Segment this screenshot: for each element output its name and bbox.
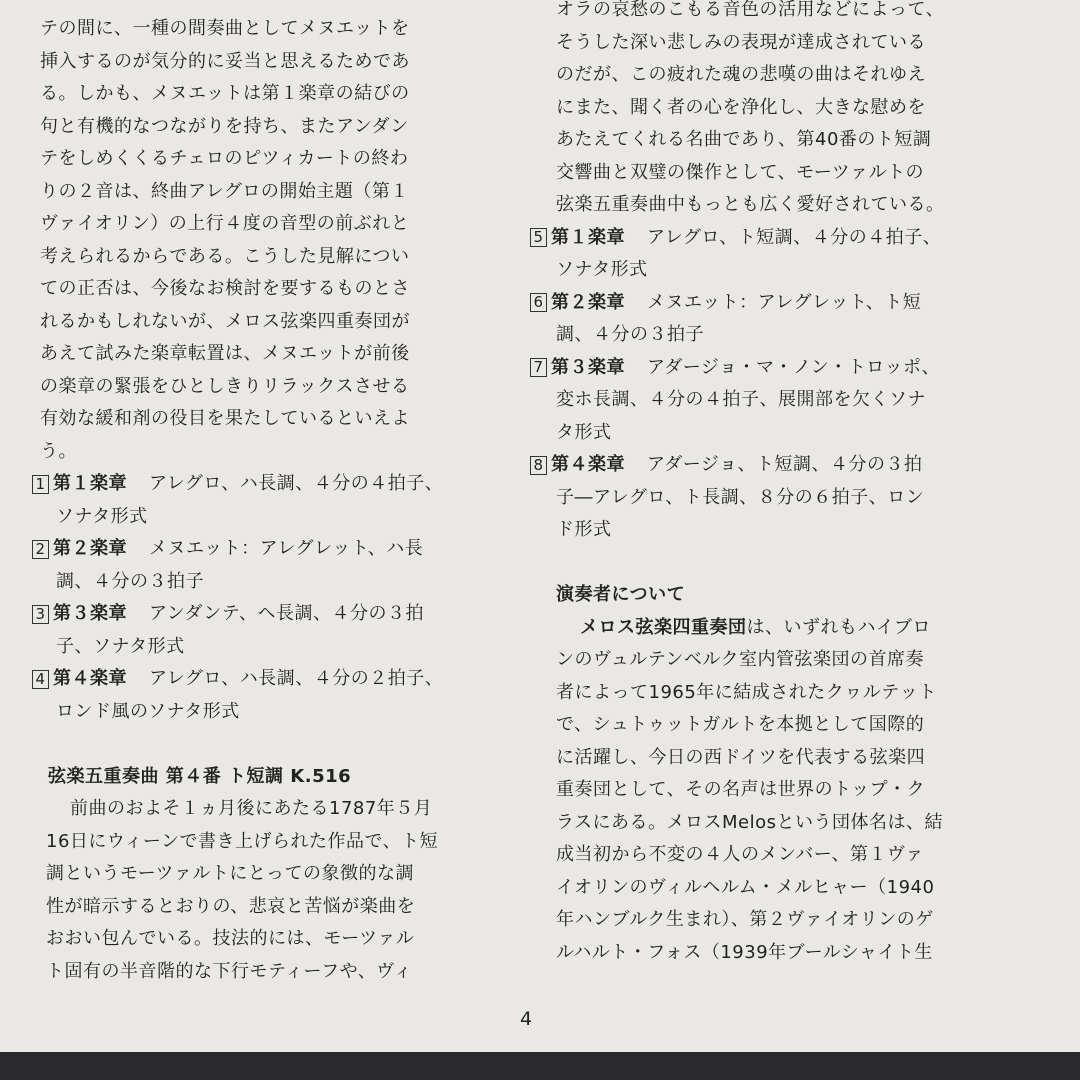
movement-label: 第４楽章 [551,454,625,475]
movement-entry [530,449,1060,482]
movement-label: 第４楽章 [53,668,127,689]
spacer [40,728,530,761]
body-line: 年ハンブルク生まれ）、第２ヴァイオリンのゲ [556,909,934,930]
body-text: は、いずれもハイブロ [746,616,931,638]
movement-continuation: 変ホ長調、４分の４拍子、展開部を欠くソナ [556,389,926,410]
body-line: ト固有の半音階的な下行モティーフや、ヴィ [46,960,413,982]
body-line: ンのヴュルテンベルク室内管弦楽団の首席奏 [556,649,925,670]
movement-continuation: 調、４分の３拍子 [556,324,704,345]
body-line: に活躍し、今日の西ドイツを代表する弦楽四 [556,746,926,768]
movement-description: アダージョ、ト短調、４分の３拍 [647,454,923,475]
movement-entry [32,663,530,696]
body-line: ての正否は、今後なお検討を要するものとさ [40,278,410,299]
body-line: オラの哀愁のこもる音色の活用などによって、 [556,0,945,20]
movement-number-box: 2 [32,540,49,559]
movement-continuation: ロンド風のソナタ形式 [56,700,240,722]
movement-label: 第２楽章 [53,538,127,559]
body-line: 考えられるからである。こうした見解につい [40,245,410,267]
body-line: 調というモーツァルトにとっての象徴的な調 [46,863,415,884]
movement-continuation: ソナタ形式 [556,259,648,280]
body-line: そうした深い悲しみの表現が達成されている [556,31,926,53]
movement-number-box: 1 [32,475,49,494]
body-line: 性が暗示するとおりの、悲哀と苦悩が楽曲を [46,895,416,917]
movement-number-box: 8 [530,456,547,475]
body-line: おおい包んでいる。技法的には、モーツァル [46,928,415,949]
body-line: の楽章の緊張をひとしきりリラックスさせる [40,375,410,397]
movement-entry [530,222,1060,255]
movement-number-box: 7 [530,358,547,377]
body-line: 挿入するのが気分的に妥当と思えるためであ [40,50,410,72]
movement-continuation: ド形式 [556,519,612,540]
section-heading: 演奏者について [556,584,686,605]
movement-label: 第１楽章 [53,473,127,494]
movement-entry [32,468,530,501]
body-line: る。しかも、メヌエットは第１楽章の結びの [40,83,410,104]
movement-number-box: 4 [32,670,49,689]
movement-continuation: 子、ソナタ形式 [56,635,185,657]
body-line: で、シュトゥットガルトを本拠として国際的 [556,714,925,735]
body-line: テをしめくくるチェロのピツィカートの終わ [40,148,409,169]
body-line [530,612,1060,645]
body-line: ルハルト・フォス（1939年ブールシャイト生 [556,941,933,963]
body-line: あたえてくれる名曲であり、第40番のト短調 [556,129,932,150]
movement-label: 第３楽章 [551,356,625,378]
body-line: 成当初から不変の４人のメンバー、第１ヴァ [556,844,924,865]
body-line: にまた、聞く者の心を浄化し、大きな慰めを [556,96,926,118]
movement-entry [530,352,1060,385]
movement-entry [32,598,530,631]
body-line: あえて試みた楽章転置は、メヌエットが前後 [40,343,410,364]
movement-number-box: 3 [32,605,49,624]
page-number: 4 [520,1008,533,1030]
movement-label: 第１楽章 [551,226,625,248]
left-column [35,13,533,1052]
body-line: ラスにある。メロスMelosという団体名は、結 [556,811,943,833]
section-heading: 弦楽五重奏曲 第４番 ト短調 K.516 [48,765,352,787]
movement-description: アレグロ、ト短調、４分の４拍子、 [647,226,942,248]
movement-continuation: 子―アレグロ、ト長調、８分の６拍子、ロン [556,486,925,508]
right-column [530,0,1060,1052]
movement-continuation: タ形式 [556,421,612,443]
movement-label: 第２楽章 [551,291,625,313]
movement-entry [530,287,1060,320]
body-line: 重奏団として、その名声は世界のトップ・ク [556,779,926,800]
body-line: りの２音は、終曲アレグロの開始主題（第１ [40,180,409,202]
movement-entry [32,533,530,566]
body-line: のだが、この疲れた魂の悲嘆の曲はそれゆえ [556,64,926,85]
body-line: テの間に、一種の間奏曲としてメヌエットを [40,18,410,39]
body-line: 有効な緩和剤の役目を果たしているといえよ [40,408,410,429]
movement-number-box: 6 [530,293,547,312]
movement-description: メヌエット：アレグレット、ハ長 [149,538,424,559]
movement-description: メヌエット：アレグレット、ト短 [647,291,922,313]
movement-description: アンダンテ、ヘ長調、４分の３拍 [149,603,424,624]
body-line: 弦楽五重奏曲中もっとも広く愛好されている。 [556,194,945,215]
movement-description: アレグロ、ハ長調、４分の４拍子、 [149,473,444,494]
ensemble-name: メロス弦楽四重奏団 [580,616,747,638]
movement-number-box: 5 [530,228,547,247]
movement-label: 第３楽章 [53,603,127,624]
body-line: 交響曲と双璧の傑作として、モーツァルトの [556,161,925,183]
spacer [530,547,1060,580]
body-line: れるかもしれないが、メロス弦楽四重奏団が [40,310,410,332]
body-line: 者によって1965年に結成されたクヮルテット [556,681,937,703]
movement-continuation: 調、４分の３拍子 [56,570,204,592]
body-line: 16日にウィーンで書き上げられた作品で、ト短 [46,830,439,852]
movement-description: アレグロ、ハ長調、４分の２拍子、 [149,668,444,689]
movement-continuation: ソナタ形式 [56,505,148,527]
body-line: 句と有機的なつながりを持ち、またアンダン [40,115,409,137]
body-line: ヴァイオリン）の上行４度の音型の前ぶれと [40,213,410,234]
movement-description: アダージョ・マ・ノン・トロッポ、 [647,356,940,378]
body-line: イオリンのヴィルヘルム・メルヒャー（1940 [556,876,935,898]
body-line: う。 [40,440,77,462]
body-line: 前曲のおよそ１ヵ月後にあたる1787年５月 [70,798,433,819]
